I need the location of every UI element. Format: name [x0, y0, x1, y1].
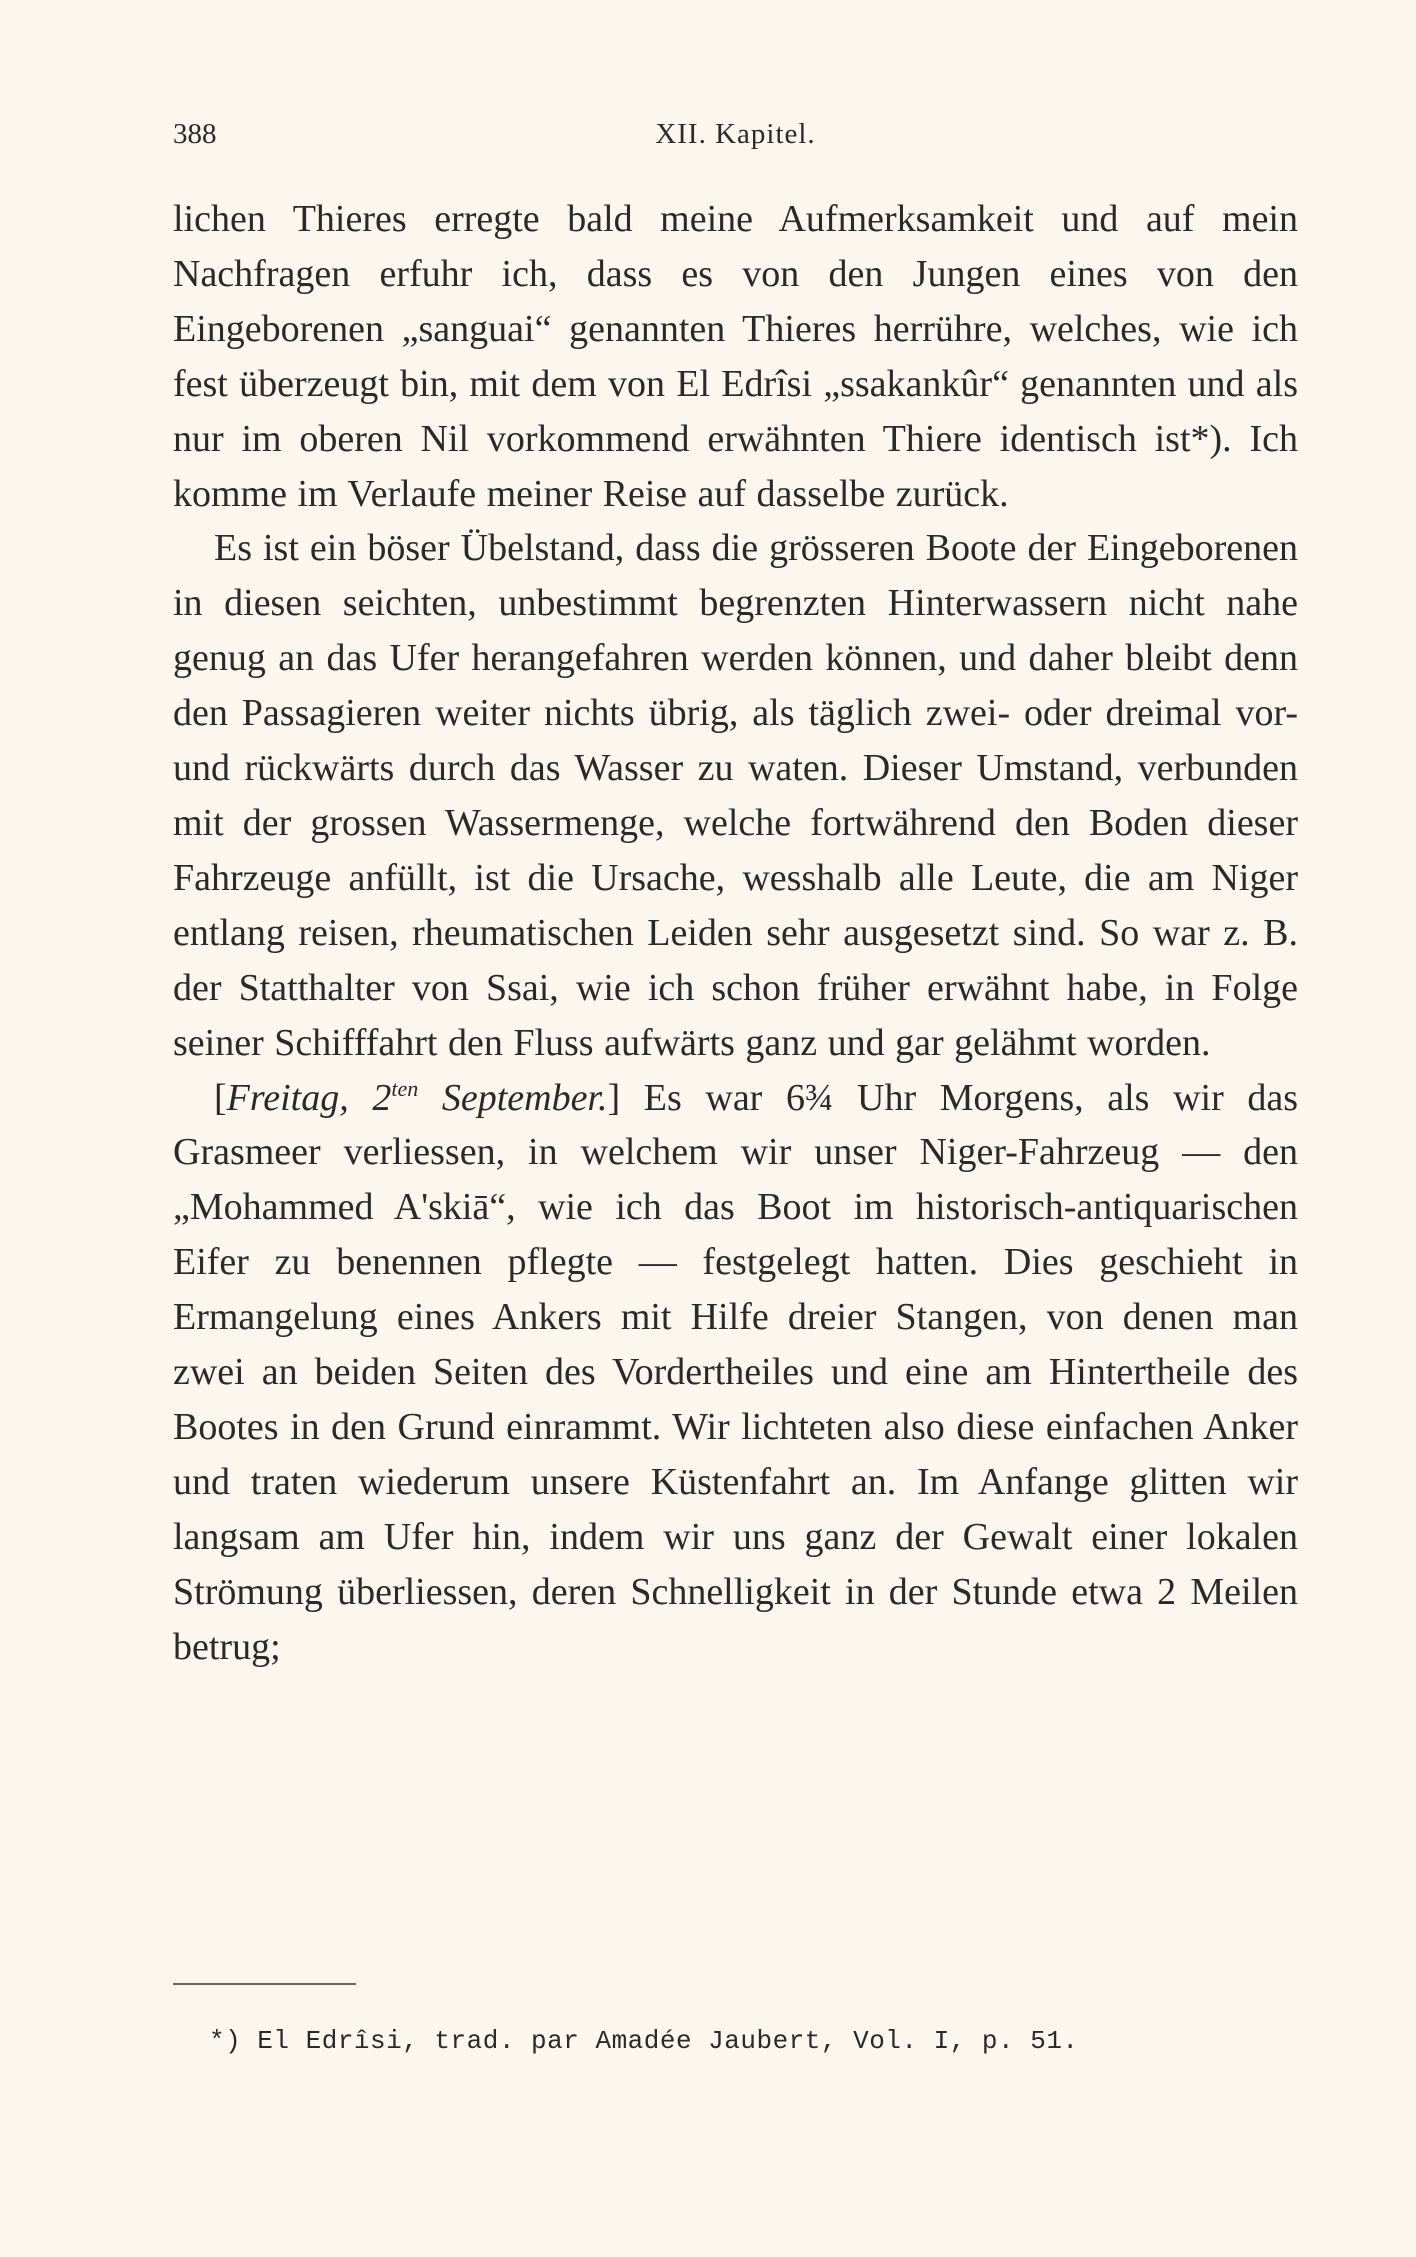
- page-header: [173, 118, 1298, 158]
- paragraph-1: lichen Thieres erregte bald meine Aufmerksamkeit und auf mein Nachfragen erfuhr ich, dass es von den Jungen eines von den Eingeborenen „sanguai“ genannten Thieres herrühre, welches, wie ich fest überzeugt bin, mit dem von El Edrîsi „ssakankûr“ genannten und als nur im oberen Nil vorkommend erwähnten Thiere identisch ist*). Ich komme im Verlaufe meiner Reise auf dasselbe zurück.: [173, 198, 1298, 515]
- date-superscript: ten: [391, 1075, 419, 1101]
- body-text: [173, 192, 1298, 1674]
- footnote: *) El Edrîsi, trad. par Amadée Jaubert, Vol. I, p. 51.: [209, 2026, 1079, 2056]
- paragraph-3: [173, 1071, 1298, 1675]
- paragraph-3-text: Es war 6¾ Uhr Morgens, als wir das Grasmeer verliessen, in welchem wir unser Niger-Fahrzeug — den „Mohammed A'skiā“, wie ich das Boot im historisch-antiquarischen Eifer zu benennen pflegte — festgelegt hatten. Dies geschieht in Ermangelung eines Ankers mit Hilfe dreier Stangen, von denen man zwei an beiden Seiten des Vordertheiles und eine am Hintertheile des Bootes in den Grund einrammt. Wir lichteten also diese einfachen Anker und traten wiederum unsere Küstenfahrt an. Im Anfange glitten wir langsam am Ufer hin, indem wir uns ganz der Gewalt einer lokalen Strömung überliessen, deren Schnelligkeit in der Stunde etwa 2 Meilen betrug;: [173, 1076, 1298, 1668]
- date-bracket-close: ]: [607, 1076, 621, 1119]
- page-number: 388: [173, 118, 217, 150]
- footnote-divider: [173, 1983, 356, 1985]
- paragraph-2: Es ist ein böser Übelstand, dass die grösseren Boote der Eingeborenen in diesen seichten, unbestimmt begrenzten Hinterwassern nicht nahe genug an das Ufer herangefahren werden können, und daher bleibt denn den Passagieren weiter nichts übrig, als täglich zwei- oder dreimal vor- und rückwärts durch das Wasser zu waten. Dieser Umstand, verbunden mit der grossen Wassermenge, welche fortwährend den Boden dieser Fahrzeuge anfüllt, ist die Ursache, wesshalb alle Leute, die am Niger entlang reisen, rheumatischen Leiden sehr ausgesetzt sind. So war z. B. der Statthalter von Ssai, wie ich schon früher erwähnt habe, in Folge seiner Schifffahrt den Fluss aufwärts ganz und gar gelähmt worden.: [173, 527, 1298, 1064]
- date-day: Freitag, 2: [226, 1076, 392, 1119]
- date-month: September.: [418, 1076, 608, 1119]
- date-bracket-open: [: [214, 1076, 227, 1119]
- date-reference: [227, 1077, 608, 1119]
- running-title: XII. Kapitel.: [655, 118, 816, 150]
